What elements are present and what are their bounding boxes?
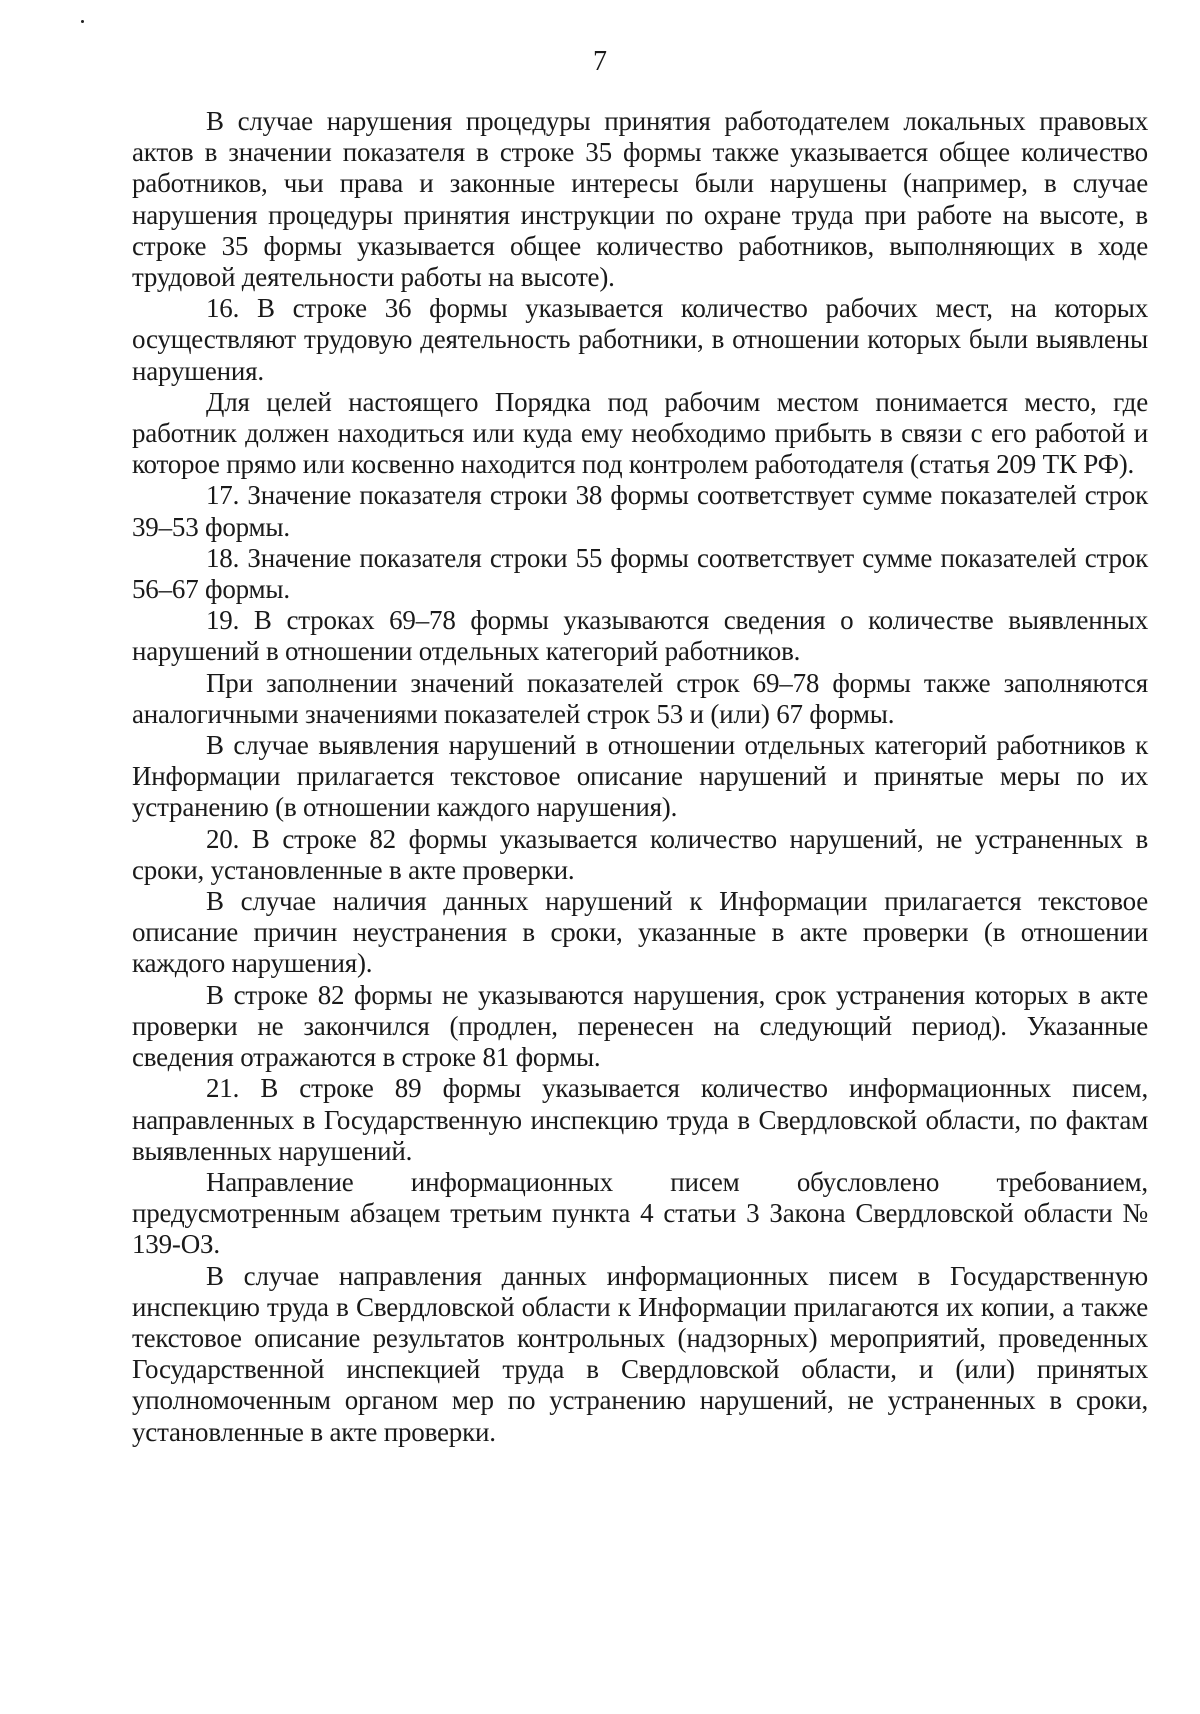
paragraph-item-17: 17. Значение показателя строки 38 формы соответствует сумме показателей строк 39–53 формы. (132, 480, 1148, 542)
paragraph-item-20: 20. В строке 82 формы указывается количество нарушений, не устраненных в сроки, установленные в акте проверки. (132, 823, 1148, 885)
paragraph-rows-69-78-filling: При заполнении значений показателей строк 69–78 формы также заполняются аналогичными значениями показателей строк 53 и (или) 67 формы. (132, 667, 1148, 729)
paragraph-local-acts-violation: В случае нарушения процедуры принятия работодателем локальных правовых актов в значении показателя в строке 35 формы также указывается общее количество работников, чьи права и законные интересы были нарушены (например, в случае нарушения процедуры принятия инструкции по охране труда при работе на высоте, в строке 35 формы указывается общее количество работников, выполняющих в ходе трудовой деятельности работы на высоте). (132, 106, 1148, 293)
paragraph-item-18: 18. Значение показателя строки 55 формы соответствует сумме показателей строк 56–67 формы. (132, 542, 1148, 605)
paragraph-item-21: 21. В строке 89 формы указывается количество информационных писем, направленных в Государственную инспекцию труда в Свердловской области, по фактам выявленных нарушений. (132, 1073, 1148, 1166)
paragraph-row-82-exclusions: В строке 82 формы не указываются нарушения, срок устранения которых в акте проверки не закончился (продлен, перенесен на следующий период). Указанные сведения отражаются в строке 81 формы. (132, 979, 1148, 1073)
scan-speck (81, 20, 84, 23)
paragraph-item-16: 16. В строке 36 формы указывается количество рабочих мест, на которых осуществляют трудовую деятельность работники, в отношении которых были выявлены нарушения. (132, 293, 1148, 386)
paragraph-item-19: 19. В строках 69–78 формы указываются сведения о количестве выявленных нарушений в отношении отдельных категорий работников. (132, 605, 1148, 667)
page-number: 7 (593, 46, 607, 77)
paragraph-workplace-definition: Для целей настоящего Порядка под рабочим местом понимается место, где работник должен находиться или куда ему необходимо прибыть в связи с его работой и которое прямо или косвенно находится под контролем работодателя (статья 209 ТК РФ). (132, 386, 1148, 480)
paragraph-unresolved-reasons: В случае наличия данных нарушений к Информации прилагается текстовое описание причин неустранения в сроки, указанные в акте проверки (в отношении каждого нарушения). (132, 886, 1148, 979)
paragraph-categories-description: В случае выявления нарушений в отношении отдельных категорий работников к Информации прилагается текстовое описание нарушений и принятые меры по их устранению (в отношении каждого нарушения). (132, 730, 1148, 823)
paragraph-letters-requirement: Направление информационных писем обусловлено требованием, предусмотренным абзацем третьим пункта 4 статьи 3 Закона Свердловской области № 139-ОЗ. (132, 1166, 1148, 1260)
paragraph-letters-attachments: В случае направления данных информационных писем в Государственную инспекцию труда в Свердловской области к Информации прилагаются их копии, а также текстовое описание результатов контрольных (надзорных) мероприятий, проведенных Государственной инспекцией труда в Свердловской области, и (или) принятых уполномоченным органом мер по устранению нарушений, не устраненных в сроки, установленные в акте проверки. (132, 1260, 1148, 1447)
document-body (132, 106, 1148, 1448)
